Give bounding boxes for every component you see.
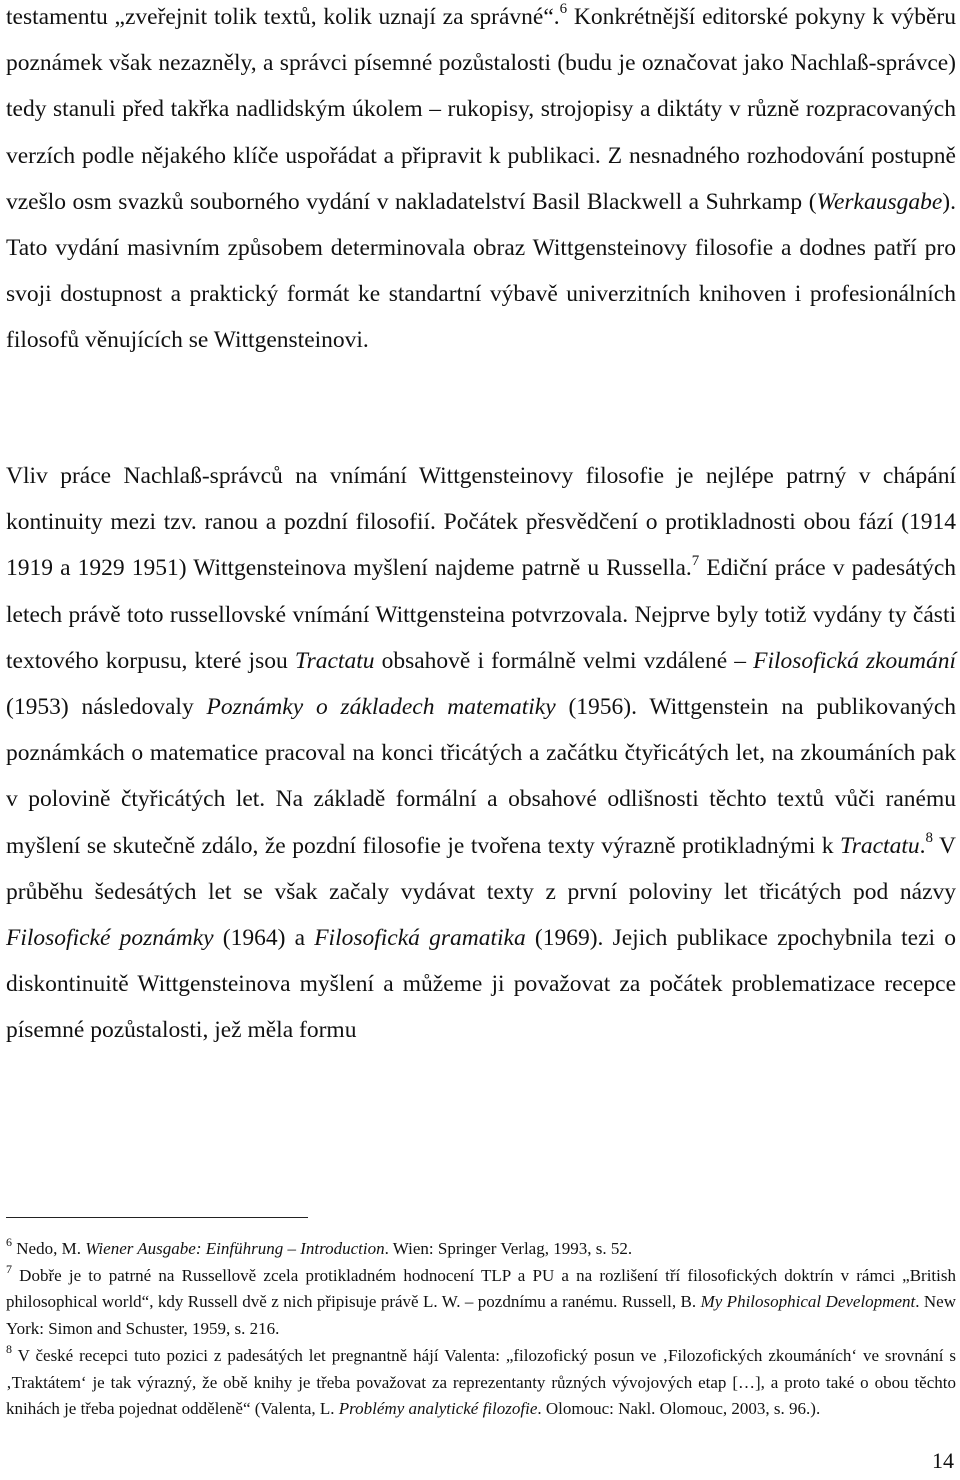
document-page	[6, 0, 956, 1480]
p2-text-e: (1956). Wittgenstein na publikovaných poznámkách o matematice pracoval na konci třicátých a začátku čtyřicátých let, na zkoumáních pak v polovině čtyřicátých let. Na základě formální a obsahové odlišnosti těchto textů vůči ranému myšlení se skutečně zdálo, že pozdní filosofie je tvořena texty výrazně protikladnými k	[6, 694, 956, 859]
p2-filosoficka-gramatika: Filosofická gramatika	[314, 925, 526, 952]
footnote-7-text-a: Dobře je to patrné na Russellově zcela protikladném hodnocení TLP a PU a na rozlišení tří filosofických doktrín v rámci „British philosophical world“, kdy Russell dvě z nich připisuje právě L. W. – pozdnímu a ranému. Russell, B.	[6, 1265, 956, 1312]
p1-text-a: testamentu „zveřejnit tolik textů, kolik uznají za správné“.	[6, 4, 560, 30]
p1-text-b: Konkrétnější editorské pokyny k výběru poznámek však nezazněly, a správci písemné pozůstalosti (budu je označovat jako Nachlaß-správce) tedy stanuli před takřka nadlidským úkolem – rukopisy, strojopisy a diktáty v různě rozpracovaných verzích podle nějakého klíče uspořádat a připravit k publikaci. Z nesnadného rozhodování postupně vzešlo osm svazků souborného vydání v nakladatelství Basil Blackwell a Suhrkamp (	[6, 4, 956, 215]
p2-text-d: (1953) následovaly	[6, 694, 207, 721]
p2-tractatu-2: Tractatu	[839, 832, 920, 859]
footnote-7-text-b: . New York: Simon and Schuster, 1959, s. 216.	[6, 1292, 957, 1339]
footnote-8-number: 8	[6, 1342, 12, 1357]
footnote-ref-6: 6	[559, 1, 568, 18]
p2-text-a: Vliv práce Nachlaß-správců na vnímání Wittgensteinovy filosofie je nejlépe patrný v chápání kontinuity mezi tzv. ranou a pozdní filosofií. Počátek přesvědčení o protikladnosti obou fází (1914 1919 a 1929 1951) Wittgensteinova myšlení najdeme patrně u Russella.	[6, 463, 956, 582]
footnote-8	[6, 1343, 956, 1423]
footnotes	[6, 1236, 956, 1423]
paragraph-2	[6, 453, 956, 1054]
p2-text-c: obsahově i formálně velmi vzdálené –	[374, 647, 754, 674]
footnote-8-text-b: . Olomouc: Nakl. Olomouc, 2003, s. 96.).	[537, 1399, 821, 1419]
footnote-6-text-b: . Wien: Springer Verlag, 1993, s. 52.	[384, 1239, 633, 1258]
footnote-6	[6, 1236, 956, 1263]
footnote-7-title: My Philosophical Development	[700, 1292, 916, 1312]
footnote-8-title: Problémy analytické filozofie	[338, 1399, 538, 1419]
footnote-7	[6, 1263, 956, 1343]
footnote-7-number: 7	[6, 1262, 12, 1277]
footnote-6-title: Wiener Ausgabe: Einführung – Introduction	[85, 1239, 385, 1258]
footnote-ref-8: 8	[925, 829, 933, 846]
p2-text-h: (1964) a	[213, 925, 315, 952]
p2-filosoficka-zkoumani: Filosofická zkoumání	[753, 647, 957, 674]
paragraph-1	[6, 0, 956, 364]
footnote-8-text-a: V české recepci tuto pozici z padesátých let pregnantně hájí Valenta: „filozofický posun ve ‚Filozofických zkoumáních‘ ve srovnání s ‚Traktátem‘ je tak výrazný, že obě knihy je třeba považovat za reprezentanty různých vývojových etap […], a proto také o obou těchto knihách je třeba pojednat odděleně“ (Valenta, L.	[6, 1345, 956, 1419]
p2-filosoficke-poznamky: Filosofické poznámky	[6, 925, 214, 952]
footnote-6-text-a: Nedo, M.	[12, 1239, 86, 1258]
footnote-ref-7: 7	[691, 552, 700, 569]
page-number: 14	[932, 1448, 954, 1473]
footnote-separator	[6, 1217, 308, 1218]
p2-text-b: Ediční práce v padesátých letech právě toto russellovské vnímání Wittgensteina potvrzovala. Nejprve byly totiž vydány ty části textového korpusu, které jsou	[6, 555, 957, 674]
p1-werkausgabe: Werkausgabe	[816, 188, 943, 215]
p2-text-i: (1969). Jejich publikace zpochybnila tezi o diskontinuitě Wittgensteinova myšlení a můžeme ji považovat za počátek problematizace recepce písemné pozůstalosti, jež měla formu	[6, 925, 956, 1044]
p2-text-g: V průběhu šedesátých let se však začaly vydávat texty z první poloviny let třicátých pod názvy	[6, 832, 957, 905]
footnote-6-number: 6	[6, 1235, 12, 1250]
p2-poznamky-o-zakladech: Poznámky o základech matematiky	[206, 694, 556, 721]
p1-text-c: ). Tato vydání masivním způsobem determinovala obraz Wittgensteinovy filosofie a dodnes patří pro svoji dostupnost a praktický formát ke standartní výbavě univerzitních knihoven i profesionálních filosofů věnujících se Wittgensteinovi.	[6, 188, 956, 354]
p2-tractatu: Tractatu	[294, 647, 375, 674]
p2-text-f: .	[919, 832, 926, 859]
